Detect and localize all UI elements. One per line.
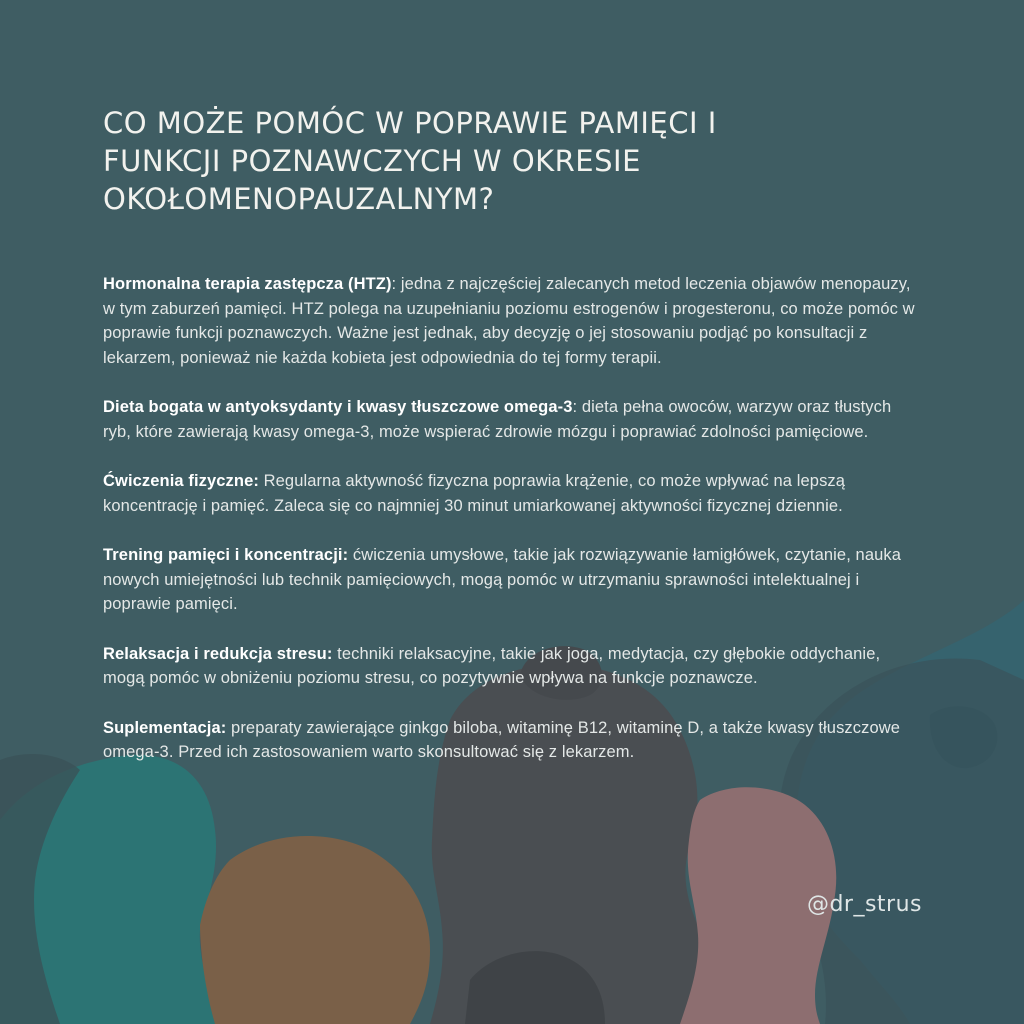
- tip-text: ćwiczenia umysłowe, takie jak rozwiązywanie łamigłówek, czytanie, nauka nowych umiejętności lub technik pamięciowych, mogą pomóc w utrzymaniu sprawności intelektualnej i poprawie pamięci.: [103, 546, 902, 613]
- tip-text: preparaty zawierające ginkgo biloba, witaminę B12, witaminę D, a także kwasy tłuszczowe omega-3. Przed ich zastosowaniem warto skonsultować się z lekarzem.: [103, 718, 901, 761]
- tip-memory-training: [103, 543, 923, 617]
- tip-term: Trening pamięci i koncentracji:: [103, 546, 349, 564]
- tip-supplementation: [103, 716, 923, 765]
- tip-relaxation: [103, 642, 923, 691]
- author-handle: @dr_strus: [806, 892, 922, 917]
- page-title: CO MOŻE POMÓC W POPRAWIE PAMIĘCI I FUNKCJI POZNAWCZYCH W OKRESIE OKOŁOMENOPAUZALNYM?: [103, 106, 717, 216]
- tip-term: Dieta bogata w antyoksydanty i kwasy tłuszczowe omega-3: [103, 398, 573, 416]
- tip-text: techniki relaksacyjne, takie jak joga, medytacja, czy głębokie oddychanie, mogą pomóc w obniżeniu poziomu stresu, co pozytywnie wpływa na funkcje poznawcze.: [103, 644, 881, 687]
- tip-term: Ćwiczenia fizyczne:: [103, 472, 259, 490]
- tip-term: Suplementacja:: [103, 718, 227, 737]
- tip-hormone-therapy: [103, 272, 923, 370]
- article-content: [103, 104, 923, 790]
- silhouette-ochre: [200, 836, 430, 1024]
- tip-text: : jedna z najczęściej zalecanych metod leczenia objawów menopauzy, w tym zaburzeń pamięci. HTZ polega na uzupełnianiu poziomu estrogenów i progesteronu, co może pomóc w poprawie funkcji poznawczych. Ważne jest jednak, aby decyzję o jej stosowaniu podjąć po konsultacji z lekarzem, ponieważ nie każda kobieta jest odpowiednia do tej formy terapii.: [103, 275, 915, 367]
- tip-exercise: [103, 469, 923, 518]
- tip-term: Hormonalna terapia zastępcza (HTZ): [103, 275, 392, 293]
- tip-text: Regularna aktywność fizyczna poprawia krążenie, co może wpływać na lepszą koncentrację i pamięć. Zaleca się co najmniej 30 minut umiarkowanej aktywności fizycznej dziennie.: [103, 472, 846, 515]
- tip-diet: [103, 395, 923, 444]
- tips-list: [103, 272, 923, 765]
- tip-text: : dieta pełna owoców, warzyw oraz tłustych ryb, które zawierają kwasy omega-3, może wspierać zdrowie mózgu i poprawiać zdolności pamięciowe.: [103, 398, 892, 441]
- tip-term: Relaksacja i redukcja stresu:: [103, 644, 333, 663]
